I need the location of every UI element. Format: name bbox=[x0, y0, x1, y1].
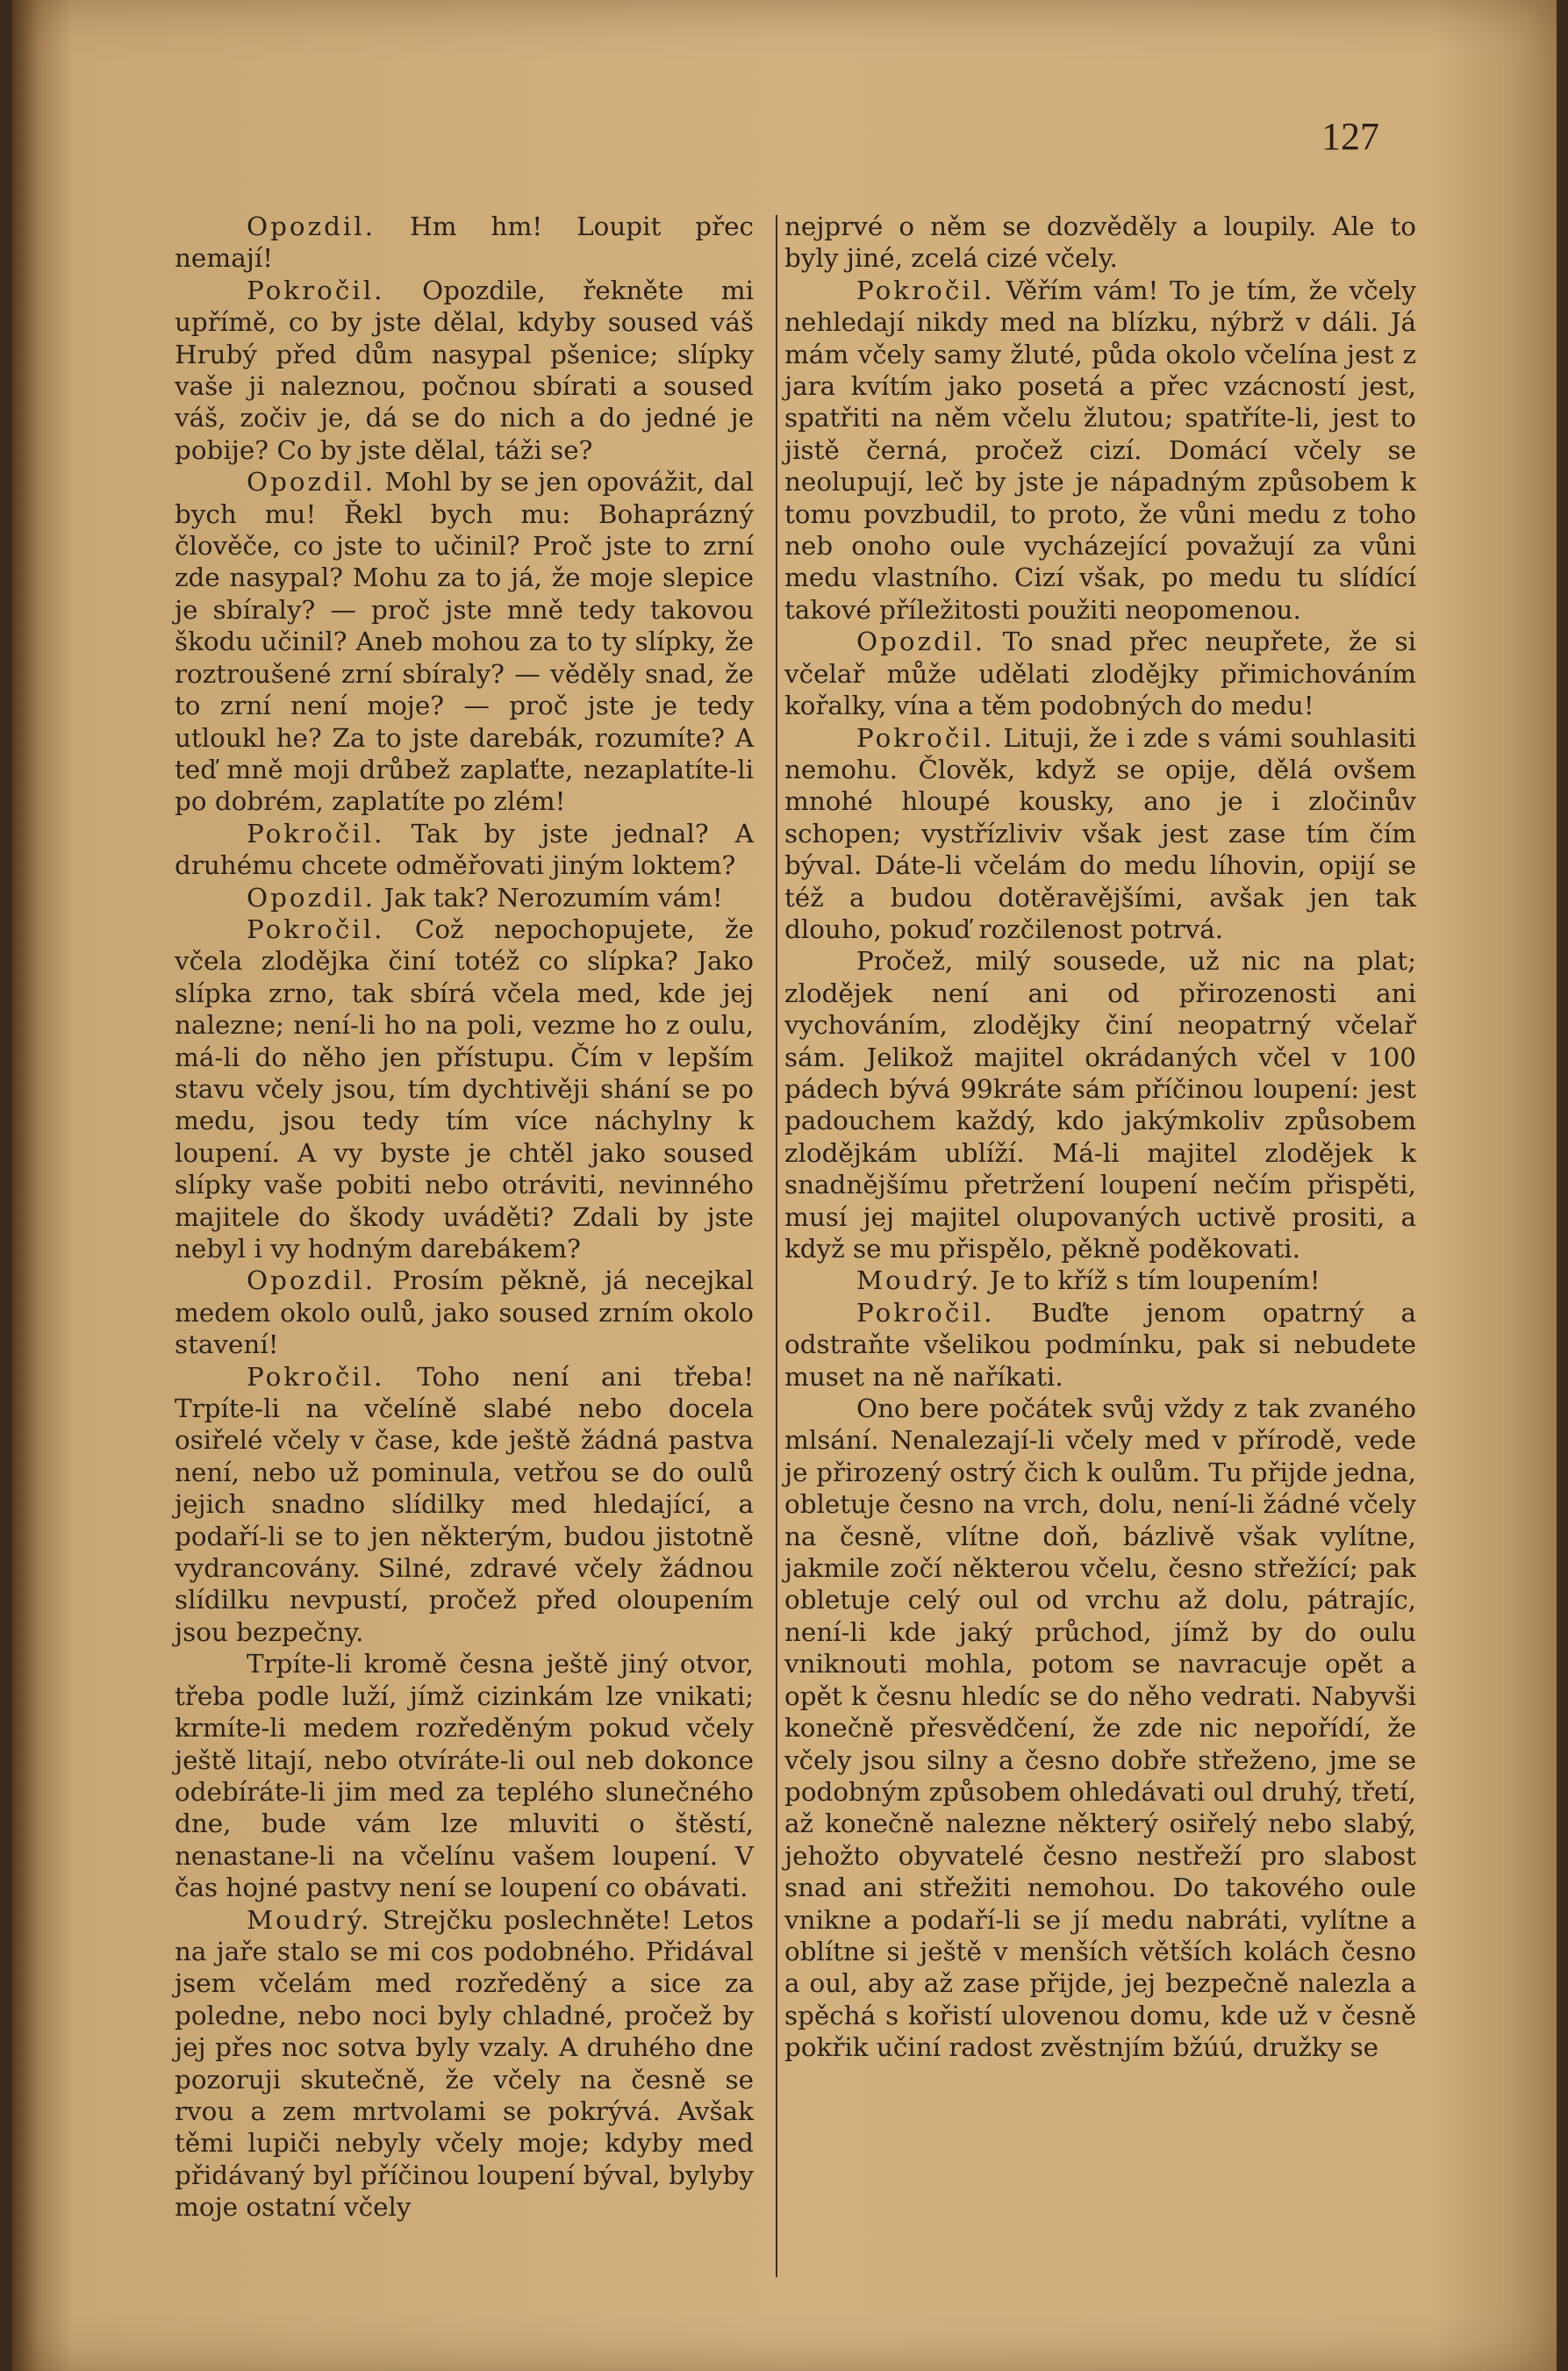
speaker-name: Pokročil. bbox=[856, 1297, 995, 1328]
paragraph bbox=[784, 211, 1416, 275]
paragraph bbox=[175, 1264, 754, 1360]
paragraph-text: To snad přec neupřete, že si včelař může udělati zlodějky přimichováním kořalky, vína a těm podobných do medu! bbox=[784, 627, 1416, 721]
speaker-name: Pokročil. bbox=[247, 275, 385, 305]
speaker-name: Moudrý. bbox=[247, 1904, 372, 1935]
speaker-name: Pokročil. bbox=[856, 722, 995, 753]
paragraph bbox=[784, 722, 1416, 946]
paragraph bbox=[175, 1648, 754, 1903]
paragraph bbox=[175, 818, 754, 882]
paragraph bbox=[175, 466, 754, 817]
paragraph-text: Jak tak? Nerozumím vám! bbox=[383, 882, 723, 913]
speaker-name: Pokročil. bbox=[247, 818, 385, 849]
speaker-name: Opozdil. bbox=[856, 627, 986, 657]
speaker-name: Pokročil. bbox=[856, 275, 995, 305]
paragraph bbox=[175, 913, 754, 1264]
paragraph-text: Toho není ani třeba! Trpíte-li na včelíně slabé nebo docela osiřelé včely v čase, kde ještě žádná pastva není, nebo už pominula, vetřou se do oulů jejich snadno slídilky med hledající, a podaří-li se to jen některým, budou jistotně vydrancovány. Silné, zdravé včely žádnou slídilku nevpustí, pročež před oloupením jsou bezpečny. bbox=[175, 1361, 755, 1647]
paragraph bbox=[784, 1264, 1416, 1296]
paragraph-text: nejprvé o něm se dozvěděly a loupily. Ale to byly jiné, zcelá cizé včely. bbox=[784, 211, 1416, 274]
left-column bbox=[175, 211, 754, 2224]
paragraph bbox=[784, 1393, 1416, 2064]
paragraph bbox=[784, 626, 1416, 721]
speaker-name: Opozdil. bbox=[247, 882, 376, 913]
paragraph-text: Je to kříž s tím loupením! bbox=[989, 1265, 1321, 1296]
paragraph-text: Buďte jenom opatrný a odstraňte všelikou podmínku, pak si nebudete muset na ně naříkati. bbox=[784, 1297, 1416, 1392]
paragraph-text: Což nepochopujete, že včela zlodějka činí totéž co slípka? Jako slípka zrno, tak sbírá včela med, kde jej nalezne; není-li ho na poli, vezme ho z oulu, má-li do něho jen přístupu. Čím v lepším stavu včely jsou, tím dychtivěji shání se po medu, jsou tedy tím více náchylny k loupení. A vy byste je chtěl jako soused slípky vaše pobiti nebo otráviti, nevinného majitele do škody uváděti? Zdali by jste nebyl i vy hodným darebákem? bbox=[175, 913, 754, 1264]
speaker-name: Pokročil. bbox=[247, 913, 385, 944]
paragraph bbox=[784, 945, 1416, 1264]
paragraph bbox=[175, 1361, 754, 1649]
paragraph bbox=[784, 275, 1416, 626]
paragraph-text: Věřím vám! To je tím, že včely nehledají nikdy med na blízku, nýbrž v dáli. Já mám včely samy žluté, půda okolo včelína jest z jara kvítím jako posetá a přec vzácností jest, spatřiti na něm včelu žlutou; spatříte-li, jest to jistě černá, pročež cizí. Domácí včely se neolupují, leč by jste je nápadným způsobem k tomu povzbudil, to proto, že vůni medu z toho neb onoho oule vycházející považují za vůni medu vlastního. Cizí však, po medu tu slídící takové příležitosti použiti neopomenou. bbox=[784, 275, 1416, 625]
paragraph-text: Lituji, že i zde s vámi souhlasiti nemohu. Člověk, když se opije, dělá ovšem mnohé hloupé kousky, ano je i zločinův schopen; vystřízliviv však jest zase tím čím býval. Dáte-li včelám do medu líhovin, opijí se též a budou dotěravějšími, avšak jen tak dlouho, pokuď rozčilenost potrvá. bbox=[784, 722, 1417, 944]
speaker-name: Moudrý. bbox=[856, 1265, 982, 1296]
speaker-name: Opozdil. bbox=[247, 211, 376, 241]
book-page bbox=[12, 0, 1557, 2371]
speaker-name: Opozdil. bbox=[247, 1265, 376, 1296]
page-number: 127 bbox=[1321, 115, 1379, 158]
paragraph bbox=[175, 211, 754, 275]
paragraph-text: Hm hm! Loupit přec nemají! bbox=[175, 211, 754, 274]
column-divider bbox=[776, 215, 777, 2277]
paragraph-text: Prosím pěkně, já necejkal medem okolo oulů, jako soused zrním okolo stavení! bbox=[175, 1265, 754, 1360]
paragraph-text: Strejčku poslechněte! Letos na jaře stalo se mi cos podobného. Přidával jsem včelám med rozředěný a sice za poledne, nebo noci byly chladné, pročež by jej přes noc sotva byly vzaly. A druhého dne pozoruji skutečně, že včely na česně se rvou a zem mrtvolami se pokrývá. Avšak těmi lupiči nebyly včely moje; kdyby med přidávaný byl příčinou loupení býval, bylyby moje ostatní včely bbox=[175, 1904, 754, 2223]
paragraph bbox=[175, 1904, 754, 2224]
paragraph-text: Tak by jste jednal? A druhému chcete odměřovati jiným loktem? bbox=[175, 818, 754, 881]
paragraph bbox=[175, 882, 754, 913]
paragraph-text: Trpíte-li kromě česna ještě jiný otvor, třeba podle luží, jímž cizinkám lze vnikati; krmíte-li medem rozředěným pokud včely ještě litají, nebo otvíráte-li oul neb dokonce odebíráte-li jim med za teplého slunečného dne, bude vám lze mluviti o štěstí, nenastane-li na včelínu vašem loupení. V čas hojné pastvy není se loupení co obávati. bbox=[175, 1649, 754, 1903]
right-column bbox=[784, 211, 1416, 2064]
paragraph-text: Ono bere počátek svůj vždy z tak zvaného mlsání. Nenalezají-li včely med v přírodě, vede je přirozený ostrý čich k oulům. Tu přijde jedna, obletuje česno na vrch, dolu, není-li žádné včely na česně, vlítne doň, bázlivě však vylítne, jakmile zočí některou včelu, česno střežící; pak obletuje celý oul od vrchu až dolu, pátrajíc, není-li kde jaký průchod, jímž by do oulu vniknouti mohla, potom se navracuje opět a opět k česnu hledíc se do něho vedrati. Nabyvši konečně přesvědčení, že zde nic nepořídí, že včely jsou silny a česno dobře střeženo, jme se podobným způsobem ohledávati oul druhý, třetí, až konečně nalezne některý osiřelý nebo slabý, jehožto obyvatelé česno nestřeží pro slabost snad ani střežiti nemohou. Do takového oule vnikne a podaří-li se jí medu nabráti, vylítne a oblítne si ještě v menších větších kolách česno a oul, aby až zase přijde, jej bezpečně nalezla a spěchá s kořistí ulovenou domu, kde už v česně pokřik učiní radost zvěstnjím bžúú, družky se bbox=[784, 1393, 1416, 2063]
speaker-name: Opozdil. bbox=[247, 467, 376, 498]
paragraph-text: Opozdile, řekněte mi upřímě, co by jste dělal, kdyby soused váš Hrubý před dům nasypal pšenice; slípky vaše ji naleznou, počnou sbírati a soused váš, zočiv je, dá se do nich a do jedné je pobije? Co by jste dělal, táži se? bbox=[175, 275, 755, 465]
paragraph-text: Mohl by se jen opovážit, dal bych mu! Řekl bych mu: Bohaprázný člověče, co jste to učinil? Proč jste to zrní zde nasypal? Mohu za to já, že moje slepice je sbíraly? — proč jste mně tedy takovou škodu učinil? Aneb mohou za to ty slípky, že roztroušené zrní sbíraly? — věděly snad, že to zrní není moje? — proč jste je tedy utloukl he? Za to jste darebák, rozumíte? A teď mně moji drůbež zaplaťte, nezaplatíte-li po dobrém, zaplatíte po zlém! bbox=[175, 467, 754, 817]
paragraph bbox=[175, 275, 754, 466]
paragraph bbox=[784, 1297, 1416, 1393]
paragraph-text: Pročež, milý sousede, už nic na plat; zlodějek není ani od přirozenosti ani vychováním, zlodějky činí neopatrný včelař sám. Jelikož majitel okrádaných včel v 100 pádech bývá 99kráte sám příčinou loupení: jest padouchem každý, kdo jakýmkoliv způsobem zlodějkám ublíží. Má-li majitel zlodějek k snadnějšímu přetržení loupení nečím přispěti, musí jej majitel olupovaných uctivě prositi, a když se mu přispělo, pěkně poděkovati. bbox=[784, 946, 1416, 1264]
speaker-name: Pokročil. bbox=[247, 1361, 385, 1392]
